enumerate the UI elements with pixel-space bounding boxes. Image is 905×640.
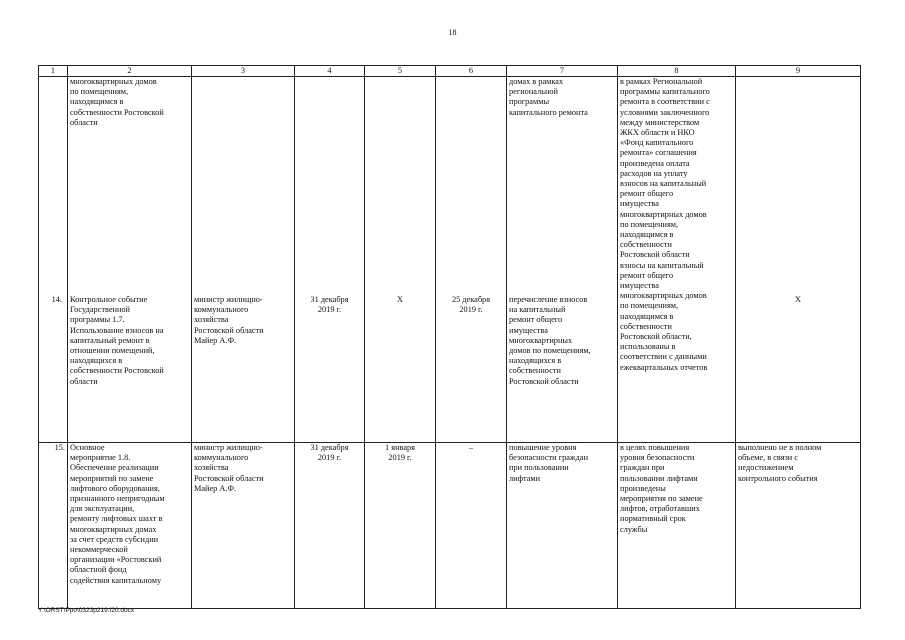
- actual-result: в целях повышения уровня безопасности граждан при пользовании лифтами произведены мероприятия по замене лифтов, отработавших нормативный срок службы: [618, 443, 736, 609]
- event-name: Основное мероприятие 1.8. Обеспечение реализации мероприятий по замене лифтового оборудования, признанного непригодным для эксплуатации, ремонту лифтовых шахт в многоквартирных домах за счет средств субсидии некоммерческой организации «Ростовский областной фонд содействия капитальному: [68, 443, 192, 609]
- page-number: 18: [448, 28, 457, 37]
- note: Х: [795, 295, 801, 304]
- column-header: 2: [68, 66, 192, 77]
- continued-event-text: многоквартирных домов по помещениям, находящимся в собственности Ростовской области: [70, 77, 164, 127]
- column-header: 7: [507, 66, 618, 77]
- table-row: [39, 77, 861, 443]
- continued-planned-result: домах в рамках региональной программы капитального ремонта: [509, 77, 588, 117]
- note: выполнено не в полном объеме, в связи с недостижением контрольного события: [736, 443, 861, 609]
- column-header: 4: [295, 66, 365, 77]
- actual-result: взносы на капитальный ремонт общего имущества многоквартирных домов по помещениям, находящимся в собственности Ростовской области, использованы в соответствии с данными ежеквартальных отчетов: [620, 260, 708, 372]
- column-header: 3: [192, 66, 295, 77]
- start-date: 1 января 2019 г.: [365, 443, 436, 609]
- plan-date: 31 декабря 2019 г.: [295, 443, 365, 609]
- report-table: [38, 65, 861, 609]
- continued-actual-result: в рамках Региональной программы капитального ремонта в соответствии с условиями заключенного между министерством ЖКХ области и НКО «Фонд капитального ремонта» соглашения произведена оплата расходов на уплату взносов на капитальный ремонт общего имущества многоквартирных домов по помещениям, находящимся в собственности Ростовской области: [620, 77, 710, 260]
- start-date: Х: [397, 295, 403, 304]
- responsible-person: министр жилищно- коммунального хозяйства Ростовской области Майер А.Ф.: [194, 295, 264, 345]
- column-header: 9: [736, 66, 861, 77]
- row-number: 14.: [51, 295, 62, 304]
- planned-result: перечисление взносов на капитальный ремонт общего имущества многоквартирных домов по помещениям, находящихся в собственности Ростовской области: [509, 295, 591, 386]
- table-row: [39, 443, 861, 609]
- file-path: Y:\ORST\Ppo\0323p219.f20.docx: [38, 607, 135, 614]
- header-row: [39, 66, 861, 77]
- responsible-person: министр жилищно- коммунального хозяйства Ростовской области Майер А.Ф.: [192, 443, 295, 609]
- fact-date: 25 декабря 2019 г.: [451, 295, 491, 315]
- fact-date: –: [436, 443, 507, 609]
- row-number: 15.: [39, 443, 68, 609]
- column-header: 5: [365, 66, 436, 77]
- plan-date: 31 декабря 2019 г.: [310, 295, 349, 315]
- event-name: Контрольное событие Государственной программы 1.7. Использование взносов на капитальный ремонт в отношении помещений, находящихся в собственности Ростовской области: [70, 295, 164, 386]
- column-header: 8: [618, 66, 736, 77]
- column-header: 1: [39, 66, 68, 77]
- planned-result: повышение уровня безопасности граждан при пользовании лифтами: [507, 443, 618, 609]
- column-header: 6: [436, 66, 507, 77]
